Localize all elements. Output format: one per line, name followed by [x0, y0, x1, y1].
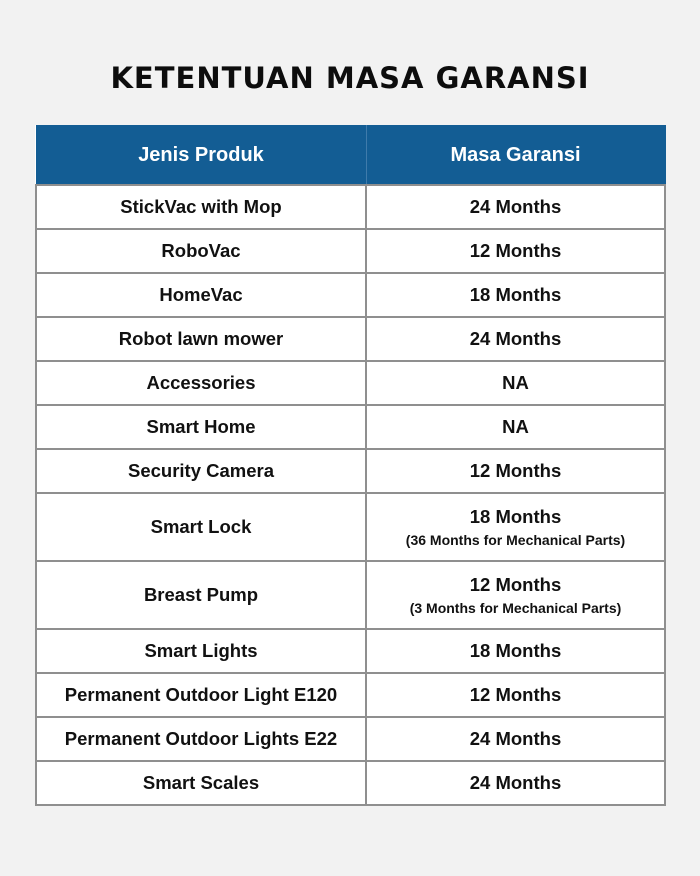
warranty-note: (3 Months for Mechanical Parts) [409, 600, 622, 616]
warranty-value: 12 Months [469, 574, 562, 595]
table-row [36, 673, 665, 717]
table-row [36, 185, 665, 229]
product-cell: Smart Scales [36, 761, 366, 805]
warranty-cell: 24 Months [366, 317, 665, 361]
page-title: KETENTUAN MASA GARANSI [110, 61, 590, 95]
product-cell: Smart Lights [36, 629, 366, 673]
table-row [36, 273, 665, 317]
product-cell: Breast Pump [36, 561, 366, 629]
table-header-row [36, 126, 665, 186]
product-cell: Permanent Outdoor Lights E22 [36, 717, 366, 761]
product-cell: Robot lawn mower [36, 317, 366, 361]
warranty-cell: 18 Months [366, 629, 665, 673]
warranty-cell: 12 Months [366, 673, 665, 717]
table-row [36, 317, 665, 361]
warranty-cell: 12 Months [366, 449, 665, 493]
product-cell: Accessories [36, 361, 366, 405]
table-row [36, 361, 665, 405]
product-cell: Permanent Outdoor Light E120 [36, 673, 366, 717]
warranty-table [35, 125, 666, 806]
table-row [36, 761, 665, 805]
warranty-cell: 18 Months [366, 273, 665, 317]
warranty-cell: 12 Months [366, 229, 665, 273]
warranty-cell [366, 493, 665, 561]
product-cell: Smart Home [36, 405, 366, 449]
table-row [36, 561, 665, 629]
table-row [36, 717, 665, 761]
warranty-note: (36 Months for Mechanical Parts) [405, 532, 626, 548]
product-cell: Smart Lock [36, 493, 366, 561]
warranty-cell [366, 561, 665, 629]
product-cell: RoboVac [36, 229, 366, 273]
product-cell: Security Camera [36, 449, 366, 493]
warranty-cell: NA [366, 361, 665, 405]
table-row [36, 405, 665, 449]
table-row [36, 449, 665, 493]
warranty-cell: 24 Months [366, 761, 665, 805]
table-row [36, 629, 665, 673]
warranty-cell: 24 Months [366, 185, 665, 229]
table-row [36, 493, 665, 561]
column-header-product: Jenis Produk [36, 126, 366, 186]
product-cell: HomeVac [36, 273, 366, 317]
column-header-warranty: Masa Garansi [366, 126, 665, 186]
table-row [36, 229, 665, 273]
warranty-cell: NA [366, 405, 665, 449]
warranty-cell: 24 Months [366, 717, 665, 761]
product-cell: StickVac with Mop [36, 185, 366, 229]
warranty-value: 18 Months [469, 506, 562, 527]
